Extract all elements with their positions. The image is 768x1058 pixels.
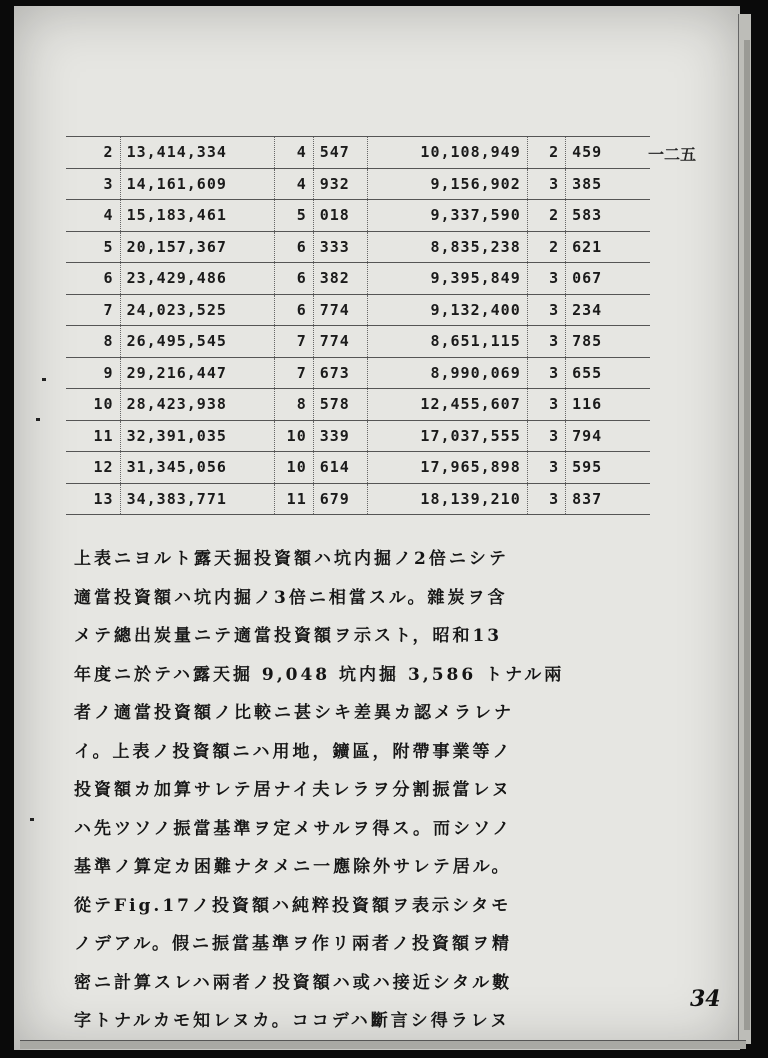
table-cell: 4	[275, 168, 313, 200]
table-cell: 9	[66, 357, 120, 389]
table-cell: 3	[527, 357, 565, 389]
table-cell: 9,395,849	[368, 263, 527, 295]
table-cell: 6	[275, 263, 313, 295]
table-row	[66, 420, 650, 452]
table-cell: 8,651,115	[368, 326, 527, 358]
table-cell: 3	[527, 420, 565, 452]
table-cell: 12	[66, 452, 120, 484]
table-cell: 9,156,902	[368, 168, 527, 200]
table-cell: 2	[527, 200, 565, 232]
table-cell: 382	[313, 263, 368, 295]
table-cell: 7	[66, 294, 120, 326]
text-line: メテ總出炭量ニテ適當投資額ヲ示スト，昭和13	[74, 626, 503, 646]
table-cell: 8,990,069	[368, 357, 527, 389]
margin-tick	[42, 378, 46, 381]
text-line: ハ先ツソノ振當基準ヲ定メサルヲ得ス。而シソノ	[74, 818, 513, 839]
table-cell: 13	[66, 483, 120, 515]
table-cell: 29,216,447	[120, 357, 275, 389]
table-cell: 837	[566, 483, 650, 515]
table-cell: 578	[313, 389, 368, 421]
table-cell: 595	[566, 452, 650, 484]
table-cell: 3	[527, 294, 565, 326]
table-cell: 234	[566, 294, 650, 326]
page-bottom-edge	[20, 1040, 746, 1049]
table-cell: 3	[527, 263, 565, 295]
table-cell: 18,139,210	[368, 483, 527, 515]
text-line: 投資額カ加算サレテ居ナイ夫レラヲ分割振當レヌ	[74, 780, 512, 800]
table-cell: 13,414,334	[120, 137, 275, 169]
table-cell: 774	[313, 326, 368, 358]
text-line: 適當投資額ハ坑内掘ノ3倍ニ相當スル。雜炭ヲ含	[74, 587, 508, 608]
table-cell: 655	[566, 357, 650, 389]
page-number: 34	[690, 986, 721, 1012]
table-cell: 3	[527, 389, 565, 421]
table-cell: 8	[66, 326, 120, 358]
margin-annotation: 一二五	[648, 145, 697, 164]
table-row	[66, 200, 650, 232]
table-row	[66, 294, 650, 326]
table-cell: 6	[66, 263, 120, 295]
table-cell: 12,455,607	[368, 389, 527, 421]
table-row	[66, 389, 650, 421]
table-row	[66, 452, 650, 484]
table-cell: 17,965,898	[368, 452, 527, 484]
table-cell: 11	[275, 483, 313, 515]
text-line: 者ノ適當投資額ノ比較ニ甚シキ差異カ認メラレナ	[74, 703, 514, 723]
table-cell: 34,383,771	[120, 483, 275, 515]
table-cell: 547	[313, 137, 368, 169]
text-line: 從テFig.17ノ投資額ハ純粹投資額ヲ表示シタモ	[74, 895, 512, 916]
table-cell: 018	[313, 200, 368, 232]
text-line: 密ニ計算スレハ兩者ノ投資額ハ或ハ接近シタル數	[74, 972, 513, 993]
table-cell: 339	[313, 420, 368, 452]
table-cell: 385	[566, 168, 650, 200]
statistics-table	[66, 136, 650, 515]
table-cell: 3	[527, 326, 565, 358]
table-cell: 8	[275, 389, 313, 421]
table-cell: 15,183,461	[120, 200, 275, 232]
table-cell: 5	[275, 200, 313, 232]
table-cell: 11	[66, 420, 120, 452]
table-cell: 067	[566, 263, 650, 295]
table-cell: 7	[275, 357, 313, 389]
table-row	[66, 263, 650, 295]
table-cell: 679	[313, 483, 368, 515]
table-cell: 459	[566, 137, 650, 169]
table-cell: 3	[66, 168, 120, 200]
table-row	[66, 357, 650, 389]
table-cell: 774	[313, 294, 368, 326]
table-cell: 785	[566, 326, 650, 358]
text-line: イ。上表ノ投資額ニハ用地，鑛區，附帶事業等ノ	[74, 741, 513, 762]
table-cell: 28,423,938	[120, 389, 275, 421]
table-cell: 20,157,367	[120, 231, 275, 263]
table-cell: 4	[275, 137, 313, 169]
table-cell: 2	[527, 137, 565, 169]
table-cell: 10	[275, 420, 313, 452]
table-cell: 333	[313, 231, 368, 263]
table-cell: 621	[566, 231, 650, 263]
table-cell: 5	[66, 231, 120, 263]
table-cell: 17,037,555	[368, 420, 527, 452]
table-cell: 32,391,035	[120, 420, 275, 452]
table-row	[66, 326, 650, 358]
table-cell: 614	[313, 452, 368, 484]
text-line: 年度ニ於テハ露天掘 9,048 坑内掘 3,586 トナル兩	[74, 664, 565, 685]
table-row	[66, 231, 650, 263]
text-line: ノデアル。假ニ振當基準ヲ作リ兩者ノ投資額ヲ精	[74, 934, 512, 954]
text-line: 基準ノ算定カ困難ナタメニ一應除外サレテ居ル。	[74, 857, 512, 877]
table-cell: 673	[313, 357, 368, 389]
table-cell: 24,023,525	[120, 294, 275, 326]
table-cell: 10	[66, 389, 120, 421]
table-row	[66, 483, 650, 515]
table-row	[66, 137, 650, 169]
text-line: 字トナルカモ知レヌカ。ココデハ斷言シ得ラレヌ	[74, 1011, 511, 1031]
table-cell: 583	[566, 200, 650, 232]
table-cell: 2	[527, 231, 565, 263]
table-cell: 7	[275, 326, 313, 358]
table-cell: 10	[275, 452, 313, 484]
body-text	[74, 540, 644, 1041]
table-cell: 2	[66, 137, 120, 169]
table-cell: 10,108,949	[368, 137, 527, 169]
table-cell: 794	[566, 420, 650, 452]
page-edge-shadow	[744, 40, 750, 1030]
table-cell: 6	[275, 231, 313, 263]
table-cell: 8,835,238	[368, 231, 527, 263]
table-cell: 116	[566, 389, 650, 421]
table-cell: 9,132,400	[368, 294, 527, 326]
table-cell: 14,161,609	[120, 168, 275, 200]
table-cell: 31,345,056	[120, 452, 275, 484]
table-cell: 3	[527, 452, 565, 484]
margin-tick	[30, 818, 34, 821]
margin-tick	[36, 418, 40, 421]
text-line: 上表ニヨルト露天掘投資額ハ坑内掘ノ2倍ニシテ	[74, 549, 509, 569]
table-cell: 23,429,486	[120, 263, 275, 295]
table-cell: 3	[527, 483, 565, 515]
table-cell: 932	[313, 168, 368, 200]
table-cell: 3	[527, 168, 565, 200]
table-cell: 9,337,590	[368, 200, 527, 232]
table-cell: 4	[66, 200, 120, 232]
table-cell: 6	[275, 294, 313, 326]
table-cell: 26,495,545	[120, 326, 275, 358]
table-row	[66, 168, 650, 200]
